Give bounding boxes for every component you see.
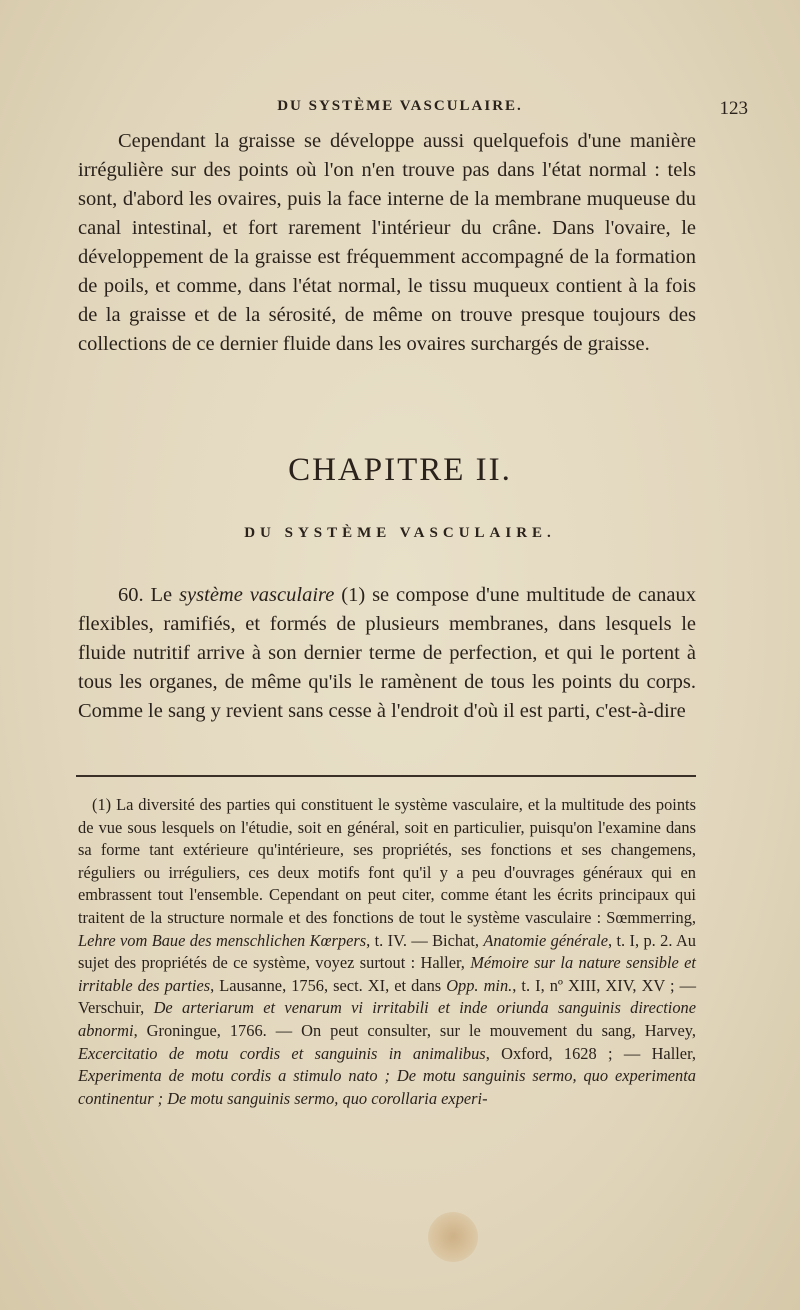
footnote-title-7: Experimenta de motu cordis a stimulo nato ; De motu sanguinis sermo, quo experimenta continentur ; De motu sanguinis sermo, quo corollaria experi-	[78, 1066, 696, 1108]
paragraph-body: se compose d'une multitude de canaux flexibles, ramifiés, et formés de plusieurs membranes, dans lesquels le fluide nutritif arrive à son dernier terme de perfection, et qui le portent à tous les organes, de même qu'ils le ramènent de tous les points du corps. Comme le sang y revient sans cesse à l'endroit d'où il est parti, c'est-à-dire	[78, 584, 697, 722]
footnote-divider	[76, 775, 696, 777]
footnote-title-1: Lehre vom Baue des menschlichen Kœrpers	[78, 930, 367, 950]
footnote	[78, 794, 696, 1110]
paragraph-main	[78, 581, 696, 726]
footnote-text-5: , t. I, nº XIII, XIV, XV ; — Verschuir,	[78, 975, 696, 1018]
footnote-text-4: , Lausanne, 1756, sect. XI, et dans	[210, 975, 442, 995]
footnote-text-2: , t. IV. — Bichat,	[366, 930, 480, 950]
footnote-marker: (1)	[92, 795, 112, 814]
paragraph-lead: Le	[150, 584, 173, 606]
footnote-text-1: La diversité des parties qui constituent le système vasculaire, et la multitude des points de vue sous lesquels on l'étudie, soit en général, soit en particulier, puisqu'on l'examine dans sa forme tant extérieure qu'intérieure, ses propriétés, ses fonctions et ses changemens, réguliers ou irréguliers, ces deux motifs font qu'il y a peu d'ouvrages généraux qui en embrassent tout l'ensemble. Cependant on peut citer, comme étant les écrits principaux qui traitent de la structure normale et des fonctions de tout le système vasculaire : Sœmmerring,	[78, 795, 696, 927]
footnote-title-6: Excercitatio de motu cordis et sanguinis in animalibus	[78, 1043, 486, 1063]
chapter-title: CHAPITRE II.	[288, 452, 512, 488]
paragraph-term: système vasculaire	[179, 584, 335, 606]
footnote-title-5: De arteriarum et venarum vi irritabili et inde oriunda sanguinis directione abnormi	[78, 998, 696, 1040]
paper-stain	[428, 1212, 478, 1262]
paragraph-number: 60.	[118, 584, 144, 606]
footnote-reference: (1)	[341, 584, 366, 606]
footnote-text-7: , Oxford, 1628 ; — Haller,	[485, 1043, 696, 1063]
footnote-title-2: Anatomie générale	[483, 930, 608, 950]
footnote-title-3: Mémoire sur la nature sensible et irritable des parties	[78, 953, 696, 995]
running-title: DU SYSTÈME VASCULAIRE.	[277, 98, 523, 114]
running-head	[0, 98, 800, 122]
paragraph-top: Cependant la graisse se développe aussi quelquefois d'une manière irrégulière sur des points où l'on n'en trouve pas dans l'état normal : tels sont, d'abord les ovaires, puis la face interne de la membrane muqueuse du canal intestinal, et fort rarement l'intérieur du crâne. Dans l'ovaire, le développement de la graisse est fréquemment accompagné de la formation de poils, et comme, dans l'état normal, le tissu muqueux contient à la fois de la graisse et de la sérosité, de même on trouve presque toujours des collections de ce dernier fluide dans les ovaires surchargés de graisse.	[78, 130, 696, 355]
footnote-title-4: Opp. min.	[446, 975, 513, 995]
footnote-text-6: , Groningue, 1766. — On peut consulter, sur le mouvement du sang, Harvey,	[133, 1020, 696, 1040]
page-number: 123	[719, 98, 748, 119]
section-title: DU SYSTÈME VASCULAIRE.	[244, 525, 556, 541]
footnote-text-3: , t. I, p. 2. Au sujet des propriétés de ce système, voyez surtout : Haller,	[78, 930, 696, 973]
